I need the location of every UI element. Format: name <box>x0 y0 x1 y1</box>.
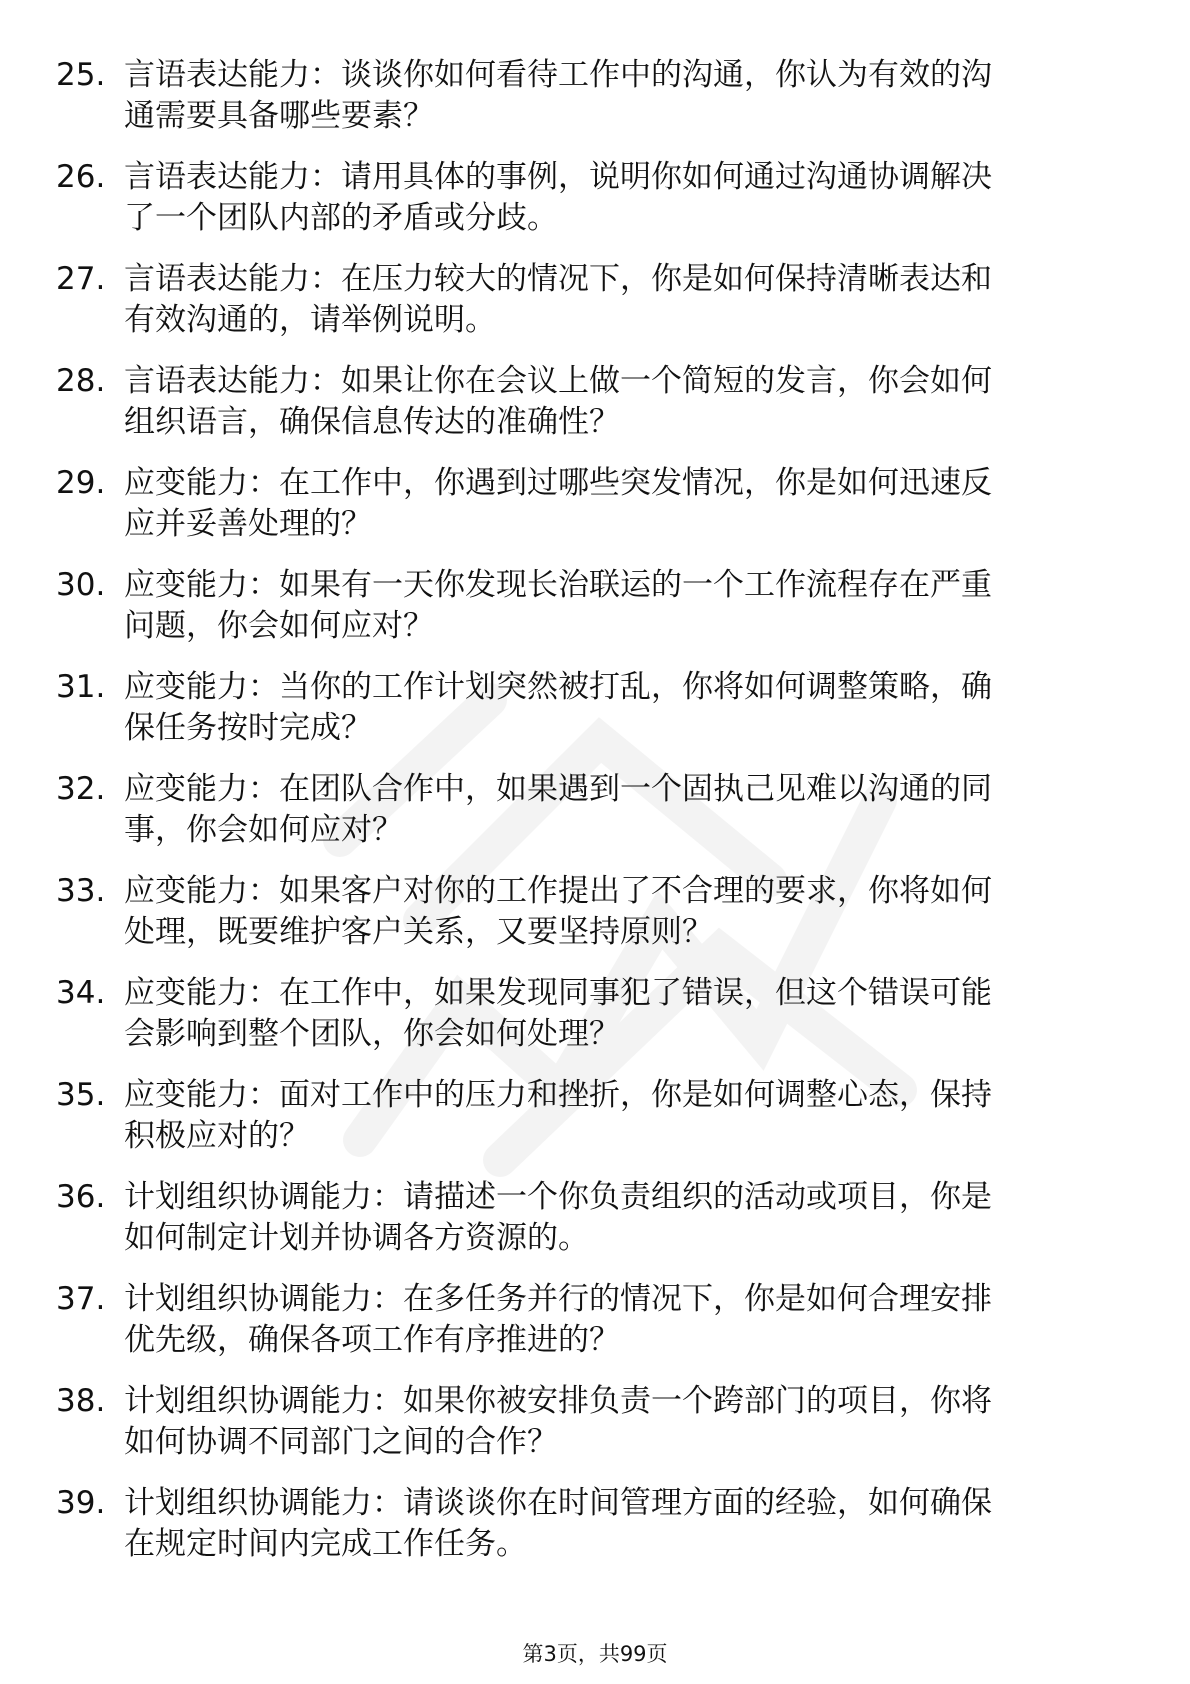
question-text <box>124 1279 1114 1361</box>
question-line: 计划组织协调能力：请谈谈你在时间管理方面的经验，如何确保 <box>124 1485 992 1521</box>
question-number: 27. <box>56 261 106 297</box>
question-text <box>124 973 1114 1055</box>
question-item <box>0 259 1190 361</box>
question-number: 38. <box>56 1383 106 1419</box>
question-line: 言语表达能力：在压力较大的情况下，你是如何保持清晰表达和 <box>124 261 992 297</box>
question-text <box>124 55 1114 137</box>
page-footer <box>0 1640 1190 1668</box>
question-number: 34. <box>56 975 106 1011</box>
question-line: 应变能力：当你的工作计划突然被打乱，你将如何调整策略，确 <box>124 669 992 705</box>
question-text <box>124 1177 1114 1259</box>
question-number: 32. <box>56 771 106 807</box>
question-line: 如何协调不同部门之间的合作？ <box>124 1424 558 1460</box>
question-item <box>0 973 1190 1075</box>
question-item <box>0 1075 1190 1177</box>
question-item <box>0 871 1190 973</box>
question-text <box>124 259 1114 341</box>
question-line: 问题，你会如何应对？ <box>124 608 434 644</box>
question-line: 会影响到整个团队，你会如何处理？ <box>124 1016 620 1052</box>
question-line: 计划组织协调能力：在多任务并行的情况下，你是如何合理安排 <box>124 1281 992 1317</box>
question-item <box>0 769 1190 871</box>
question-line: 言语表达能力：谈谈你如何看待工作中的沟通，你认为有效的沟 <box>124 57 992 93</box>
question-line: 积极应对的？ <box>124 1118 310 1154</box>
question-text <box>124 667 1114 749</box>
question-item <box>0 1177 1190 1279</box>
question-text <box>124 871 1114 953</box>
question-line: 了一个团队内部的矛盾或分歧。 <box>124 200 558 236</box>
question-number: 35. <box>56 1077 106 1113</box>
question-number: 25. <box>56 57 106 93</box>
question-item <box>0 157 1190 259</box>
question-item <box>0 1279 1190 1381</box>
question-line: 事，你会如何应对？ <box>124 812 403 848</box>
question-line: 有效沟通的，请举例说明。 <box>124 302 496 338</box>
question-line: 言语表达能力：请用具体的事例，说明你如何通过沟通协调解决 <box>124 159 992 195</box>
question-number: 26. <box>56 159 106 195</box>
question-number: 30. <box>56 567 106 603</box>
question-number: 33. <box>56 873 106 909</box>
question-line: 处理，既要维护客户关系，又要坚持原则？ <box>124 914 713 950</box>
question-number: 36. <box>56 1179 106 1215</box>
question-line: 应变能力：面对工作中的压力和挫折，你是如何调整心态，保持 <box>124 1077 992 1113</box>
question-text <box>124 361 1114 443</box>
question-list <box>0 55 1190 1585</box>
question-line: 组织语言，确保信息传达的准确性？ <box>124 404 620 440</box>
question-text <box>124 1483 1114 1565</box>
question-number: 29. <box>56 465 106 501</box>
question-number: 28. <box>56 363 106 399</box>
question-line: 计划组织协调能力：请描述一个你负责组织的活动或项目，你是 <box>124 1179 992 1215</box>
question-item <box>0 361 1190 463</box>
question-line: 应变能力：在工作中，你遇到过哪些突发情况，你是如何迅速反 <box>124 465 992 501</box>
page-number-label: 第3页，共99页 <box>522 1642 668 1666</box>
question-item <box>0 1483 1190 1585</box>
question-text <box>124 769 1114 851</box>
question-line: 言语表达能力：如果让你在会议上做一个简短的发言，你会如何 <box>124 363 992 399</box>
question-number: 31. <box>56 669 106 705</box>
question-text <box>124 157 1114 239</box>
question-text <box>124 1075 1114 1157</box>
question-number: 39. <box>56 1485 106 1521</box>
question-line: 应并妥善处理的？ <box>124 506 372 542</box>
question-line: 通需要具备哪些要素？ <box>124 98 434 134</box>
question-line: 保任务按时完成？ <box>124 710 372 746</box>
question-line: 应变能力：如果客户对你的工作提出了不合理的要求，你将如何 <box>124 873 992 909</box>
question-line: 应变能力：在团队合作中，如果遇到一个固执己见难以沟通的同 <box>124 771 992 807</box>
question-text <box>124 1381 1114 1463</box>
question-number: 37. <box>56 1281 106 1317</box>
question-line: 优先级，确保各项工作有序推进的？ <box>124 1322 620 1358</box>
question-item <box>0 1381 1190 1483</box>
question-line: 如何制定计划并协调各方资源的。 <box>124 1220 589 1256</box>
question-line: 在规定时间内完成工作任务。 <box>124 1526 527 1562</box>
question-line: 应变能力：如果有一天你发现长治联运的一个工作流程存在严重 <box>124 567 992 603</box>
question-item <box>0 55 1190 157</box>
question-line: 计划组织协调能力：如果你被安排负责一个跨部门的项目，你将 <box>124 1383 992 1419</box>
question-text <box>124 565 1114 647</box>
question-item <box>0 667 1190 769</box>
question-item <box>0 565 1190 667</box>
question-item <box>0 463 1190 565</box>
question-text <box>124 463 1114 545</box>
question-line: 应变能力：在工作中，如果发现同事犯了错误，但这个错误可能 <box>124 975 992 1011</box>
